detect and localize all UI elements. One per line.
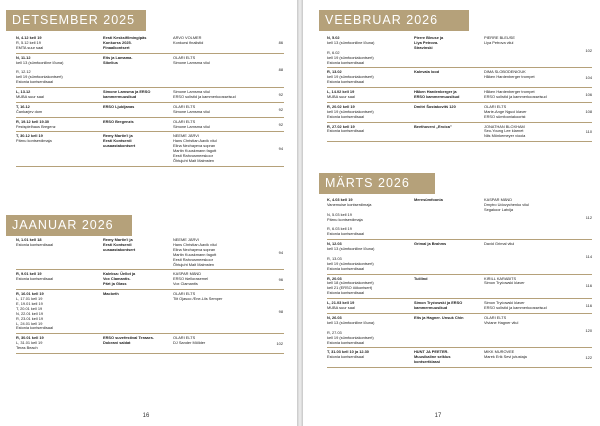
event-performers-line: OLARI ELTS [484, 314, 507, 320]
event-performers-line: Seo-Young Lee klarnet [484, 128, 524, 134]
event-list-jaanuar [16, 236, 284, 354]
event-performers [173, 272, 208, 287]
event-performers-line: Eesti Rahvusmeeskoor [173, 256, 214, 262]
event-date-line: kell 19 (sümfooniakontsert) [327, 260, 374, 266]
event-performers-line: Vox Clamantis [173, 281, 198, 287]
event-performers [173, 336, 205, 346]
event-title-line: Kaleksa: Üellot ja [103, 271, 136, 277]
event-title [414, 350, 451, 365]
page-number-left: 16 [142, 413, 150, 419]
event-title-line: Pierre Bleuse ja [414, 35, 444, 40]
event-title [414, 301, 462, 311]
event-list-detsember [16, 34, 284, 167]
event-date-line: R, 20.02 kell 19 [327, 103, 355, 109]
event-title-line: ERSO Bregenzis [103, 118, 134, 124]
event-title [414, 198, 443, 203]
event-date-line: R, 5.12 kell 19 [16, 39, 41, 45]
event-performers [484, 198, 529, 213]
month-header-detsember: DETSEMBER 2025 [6, 10, 146, 31]
event-row [327, 123, 592, 143]
event-page-ref: 92 [278, 91, 283, 97]
event-performers-line: Marie-Ange Nguci klaver [484, 108, 527, 114]
event-performers-line: Tiit Ojasoo /Ene-Liis Semper [173, 295, 223, 301]
event-performers-line: Dmytro Udovychenko viiul [484, 201, 529, 207]
event-date-line: kell 19 (sümfooniakontsert) [327, 74, 374, 80]
event-page-ref: 94 [278, 146, 283, 152]
event-date-line: Pärnu kontserdimaja [327, 216, 363, 222]
event-date-line: T, 16.12 [16, 103, 30, 109]
event-date-line: N, 26.03 [327, 314, 342, 320]
event-performers-line: DJ Sander Möllder [173, 340, 206, 346]
event-date-line: N, 12.03 [327, 241, 342, 247]
event-title [103, 90, 150, 100]
event-performers-line: Martin Kuuskmann fagott [173, 148, 217, 154]
page-left [0, 0, 297, 426]
event-list-marts [327, 196, 592, 368]
event-performers-line: Hans Christian Aavik viiul [173, 138, 217, 144]
event-date-line: L, 13.12 [16, 89, 31, 95]
event-title-line: Elts ja Hagner. Unsuk Chin [414, 314, 464, 320]
event-title-line: Konkurss 2025. [103, 39, 132, 45]
event-title [414, 242, 446, 247]
event-date-line: L, 14.02 kell 19 [327, 89, 355, 95]
event-row [327, 314, 592, 348]
event-date-line: N, 11.12 [16, 54, 31, 60]
event-title-line: ERSO Ljubljanas [103, 103, 135, 109]
event-title-line: Kalevala lood [414, 69, 440, 75]
event-date-line: Estonia kontserdisaal [327, 113, 364, 119]
month-header-jaanuar: JAANUAR 2026 [6, 215, 132, 236]
event-performers-line: Liya Petrova viiul [484, 39, 514, 45]
event-row [327, 196, 592, 240]
event-page-ref: 98 [278, 308, 283, 314]
event-row [327, 275, 592, 300]
event-date-line: kell 13 (sümfooniline lõuna) [327, 39, 375, 45]
event-date-line: L, 21.03 kell 19 [327, 300, 355, 306]
event-date-line: K, 4.03 kell 19 [327, 197, 353, 202]
event-performers [484, 350, 527, 360]
event-page-ref: 102 [276, 340, 283, 346]
event-performers [173, 36, 203, 46]
event-title-line: Liya Petrova. [414, 39, 439, 45]
event-row [16, 236, 284, 270]
event-performers-line: Hans Christian Aavik viiul [173, 241, 217, 247]
event-row [16, 118, 284, 133]
event-page-ref: 116 [585, 283, 592, 289]
event-title-line: Grimal ja Brahms [414, 241, 447, 247]
event-date-line: T, 30.12 kell 19 [16, 133, 43, 139]
event-row [327, 348, 592, 368]
event-title-line: HUNT JA PEETER. [414, 349, 449, 355]
event-performers [484, 90, 547, 100]
event-date [327, 105, 374, 120]
event-date [327, 242, 374, 271]
page-right [303, 0, 600, 426]
event-title [414, 105, 456, 110]
event-performers-line: OLARI ELTS [484, 103, 507, 109]
event-title-line: Finaalkontsert [103, 44, 130, 50]
event-performers-line: Elina Nechayeva sopran [173, 143, 216, 149]
event-performers-line: Õhtujuht Mait Malmsten [173, 261, 215, 267]
event-row [327, 88, 592, 103]
event-date-line: Estonia kontserdisaal [16, 79, 53, 85]
event-date-line: kell 13 (sümfooniline lõuna) [327, 246, 375, 252]
event-performers-line: Simone Lamsma viiul [173, 123, 210, 129]
event-date-line: L, 31.01 kell 19 [16, 340, 43, 346]
event-date [16, 134, 52, 144]
event-date-line: N, 5.02 [327, 35, 340, 40]
event-page-ref: 122 [585, 354, 592, 360]
event-date [327, 36, 374, 65]
event-date [327, 301, 355, 311]
event-date-line: L, 17.01 kell 19 [16, 295, 43, 301]
month-header-marts: MÄRTS 2026 [319, 173, 435, 194]
event-performers-line: JONATHAN BLOXHAM [484, 123, 525, 129]
event-date [327, 350, 369, 360]
event-title [103, 56, 132, 66]
event-row [16, 132, 284, 166]
event-date-line: kell 19 (sümfooniakontsert) [16, 74, 63, 80]
event-date-line: N, 5.03 kell 19 [327, 211, 352, 217]
event-page-ref: 94 [278, 249, 283, 255]
event-performers [484, 316, 518, 326]
event-date [16, 36, 43, 51]
event-performers-line: Viviane Hagner viiul [484, 319, 519, 325]
event-date [16, 336, 44, 351]
event-title-line: kammermuusikud [103, 93, 137, 99]
event-title-line: Eesti Kontserdi [103, 138, 132, 144]
event-performers-line: Håken Hardenberger trompet [484, 89, 535, 95]
event-performers-line: PIERRE BLEUSE [484, 35, 515, 40]
event-page-ref: 96 [278, 276, 283, 282]
event-title-line: Dokeani saldat [103, 340, 131, 346]
event-row [16, 103, 284, 118]
event-title [103, 120, 134, 125]
event-date-line: Estonia kontserdisaal [327, 339, 364, 345]
event-title-line: Eesti Kesksifilmingipäs [103, 35, 147, 40]
event-date-line: kell 13 (sümfooniline lõuna) [327, 319, 375, 325]
event-date [16, 272, 53, 282]
event-date-line: Estonia kontserdisaal [327, 59, 364, 65]
event-date-line: kell 19 (sümfooniakontsert) [327, 54, 374, 60]
event-performers-line: NEEME JÄRVI [173, 237, 199, 242]
event-performers [173, 134, 217, 163]
event-performers-line: ERSO tšellorasemel [173, 276, 209, 282]
event-date-line: kell 19 (sümfooniakontsert) [327, 108, 374, 114]
event-date-line: T, 31.03 kell 10 ja 12.30 [327, 349, 369, 355]
event-date-line: Estonia kontserdisaal [327, 128, 364, 134]
event-title-line: Tuiilind [414, 275, 428, 281]
event-performers-line: KASPAR MÄND [484, 197, 513, 202]
event-date-line: Teras Beach [16, 345, 38, 351]
event-performers-line: OLARI ELTS [173, 118, 196, 124]
event-performers-line: Simon Tryćowski klaver [484, 280, 525, 286]
event-date-line: Estonia kontserdisaal [327, 265, 364, 271]
event-title-line: kontsertklassi [414, 359, 441, 365]
event-title-line: Vox Clamantis. [103, 276, 131, 282]
event-performers [484, 36, 515, 46]
event-performers-line: ERSO solistid ja kammerkoosseisud [484, 305, 547, 311]
event-title-line: Eesti Kontserdi [103, 241, 132, 247]
event-performers-line: Simon Tryćowski klaver [484, 300, 525, 306]
event-performers-line: Segakoor Latvija [484, 206, 513, 212]
event-date-line: E, 19.01 kell 19 [16, 300, 43, 306]
event-performers-line: DIMA SLOBODENIOUK [484, 69, 526, 75]
event-date [327, 125, 364, 135]
event-date [16, 292, 53, 331]
event-date-line: Estonia kontserdisaal [327, 290, 364, 296]
event-title-line: Stravinski [414, 44, 433, 50]
event-performers-line: ERSO solistid ja kammerkoosseisud [484, 93, 547, 99]
event-title-line: Dmitri Šostakovitš 120 [414, 103, 456, 109]
event-title [103, 292, 119, 297]
event-performers-line: OLARI ELTS [173, 335, 196, 341]
event-performers [173, 56, 210, 66]
event-performers-line: KIRILL KARABITS [484, 275, 517, 281]
event-title-line: Simone Lamsma ja ERSO [103, 89, 151, 95]
event-date-line: R, 16.01 kell 19 [16, 291, 44, 297]
event-title-line: Muusikaline selklus [414, 354, 451, 360]
event-performers [484, 301, 547, 311]
event-date-line: Estonia kontserdisaal [327, 354, 364, 360]
event-title-line: Remy Martin'i ja [103, 237, 133, 242]
event-title-line: Håken Hardenberger ja [414, 89, 457, 95]
event-date-line: MUBA suur saal [16, 93, 44, 99]
event-row [16, 34, 284, 54]
event-date-line: R, 23.01 kell 19 [16, 315, 44, 321]
event-page-ref: 92 [278, 121, 283, 127]
event-title-line: ERSO kammermuusikud [414, 93, 460, 99]
event-performers-line: Marek Erik Sevi jutustaja [484, 354, 527, 360]
event-title-line: uusaastakontsert [103, 246, 136, 252]
event-title-line: Remy Martin'i ja [103, 133, 133, 139]
event-date [16, 90, 44, 100]
event-performers-line: OLARI ELTS [173, 291, 196, 297]
event-title [414, 90, 459, 100]
event-title [414, 70, 439, 75]
event-title-line: Meresümfoonia [414, 197, 443, 202]
event-date-line: Vanemuise kontserdimaja [327, 201, 372, 207]
event-date-line: Čankarjev dom [16, 108, 43, 114]
event-performers-line: Simone Lamsma viiul [173, 59, 210, 65]
page-number-right: 17 [434, 413, 442, 419]
event-performers-line: KASPAR MÄND [173, 271, 202, 277]
event-date-line: R, 19.12 kell 19.30 [16, 118, 50, 124]
event-date-line: R, 12.12 [16, 69, 31, 75]
event-title-line: Macbeth [103, 291, 119, 297]
event-performers-line: OLARI ELTS [173, 54, 196, 60]
event-performers-line: Eesti Rahvusmeeskoor [173, 153, 214, 159]
event-title-line: Sibelius [103, 59, 118, 65]
event-title [103, 105, 134, 110]
event-date-line: R, 6.02 [327, 49, 340, 55]
event-date-line: Pärnu kontserdimaja [16, 138, 52, 144]
event-title-line: kammermuusikud [414, 305, 448, 311]
event-date [16, 238, 53, 248]
event-date-line: MUBA suur saal [327, 305, 355, 311]
event-performers [484, 105, 527, 120]
event-row [327, 34, 592, 68]
event-title-line: Beethoveni „Eroica" [414, 123, 452, 129]
event-performers-line: OLARI ELTS [173, 103, 196, 109]
event-date [327, 277, 374, 297]
event-title [414, 316, 464, 321]
event-page-ref: 106 [585, 91, 592, 97]
event-row [327, 240, 592, 274]
event-performers-line: Elina Nechayeva sopran [173, 246, 216, 252]
event-title [414, 36, 443, 51]
event-list-veebruar [327, 34, 592, 142]
event-performers-line: Martin Kuuskmann fagott [173, 251, 217, 257]
event-performers-line: Konkursi finalistid [173, 39, 204, 45]
event-row [327, 299, 592, 314]
event-performers-line: David Grimal viiul [484, 241, 515, 247]
event-page-ref: 108 [585, 109, 592, 115]
event-performers-line: Håken Hardenberger trompet [484, 74, 535, 80]
event-page-ref: 116 [585, 303, 592, 309]
event-page-ref: 112 [585, 214, 592, 220]
event-title [103, 272, 135, 287]
event-performers-line: MIKK MUROVEE [484, 349, 515, 355]
event-row [16, 290, 284, 334]
event-date-line: R, 27.02 kell 19 [327, 123, 355, 129]
event-date [327, 70, 374, 85]
event-date-line: R, 13.03 [327, 255, 342, 261]
event-performers-line: NEEME JÄRVI [173, 133, 199, 139]
event-title-line: Pärt ja Glass [103, 281, 127, 287]
event-date [16, 105, 42, 115]
event-title-line: Simon Tryćowski ja ERSO [414, 300, 463, 306]
event-page-ref: 110 [585, 128, 592, 134]
event-date-line: T, 20.01 kell 19 [16, 305, 43, 311]
event-date-line: N, 22.01 kell 19 [16, 310, 44, 316]
event-row [16, 334, 284, 354]
event-date [327, 316, 374, 345]
event-date-line: Estonia kontserdisaal [16, 325, 53, 331]
event-performers [173, 105, 210, 115]
month-header-veebruar: VEEBRUAR 2026 [319, 10, 469, 31]
event-title [103, 134, 135, 149]
event-date-line: R, 13.02 [327, 69, 342, 75]
event-date-line: Estonia kontserdisaal [327, 231, 364, 237]
event-performers-line: Simone Lamsma viiul [173, 108, 210, 114]
event-date-line: EMTA suur saal [16, 44, 44, 50]
event-date-line: Festspielhaus Bregenz [16, 123, 56, 129]
event-title-line: uusaastakontsert [103, 143, 136, 149]
event-date-line: R, 30.01 kell 19 [16, 335, 44, 341]
event-row [16, 270, 284, 290]
event-date-line: R, 27.03 [327, 329, 342, 335]
event-date-line: N, 1.01 kell 18 [16, 237, 42, 242]
event-date-line: Estonia kontserdisaal [327, 79, 364, 85]
event-performers [484, 242, 514, 247]
event-date-line: L, 24.01 kell 19 [16, 320, 43, 326]
event-performers [173, 90, 236, 100]
event-performers-line: Õhtujuht Mait Malmsten [173, 158, 215, 163]
event-page-ref: 120 [585, 327, 592, 333]
event-performers-line: ARVO VOLMER [173, 35, 202, 40]
event-date-line: Estonia kontserdisaal [16, 241, 53, 247]
event-row [327, 103, 592, 123]
event-performers [484, 70, 535, 80]
event-page-ref: 92 [278, 106, 283, 112]
event-performers [484, 125, 525, 140]
event-date [16, 56, 63, 85]
event-performers-line: Simone Lamsma viiul [173, 89, 210, 95]
event-date-line: kell 18 (sümfooniakontsert) [327, 280, 374, 286]
event-row [16, 54, 284, 88]
event-date-line: R, 6.03 kell 19 [327, 226, 352, 232]
event-title [414, 277, 428, 282]
event-date [327, 90, 355, 100]
event-date [16, 120, 56, 130]
event-date-line: R, 9.01 kell 19 [16, 271, 42, 277]
event-date-line: kell 19 (sümfooniakontsert) [327, 334, 374, 340]
event-title-line: Eits ja Lamama. [103, 54, 133, 60]
event-date-line: MUBA suur saal [327, 93, 355, 99]
event-title-line: ERSO suvefestival Teraaes. [103, 335, 154, 341]
event-title [414, 125, 452, 130]
event-date [327, 198, 371, 237]
event-performers [173, 238, 217, 267]
event-page-ref: 86 [278, 40, 283, 46]
event-row [327, 68, 592, 88]
event-page-ref: 104 [585, 74, 592, 80]
event-performers [173, 120, 210, 130]
event-date-line: N, 4.12 kell 19 [16, 35, 42, 40]
event-title [103, 336, 154, 346]
event-performers [173, 292, 222, 302]
event-performers-line: ERSO sümfooniakoorist [484, 113, 526, 119]
event-title [103, 36, 146, 51]
event-performers [484, 277, 525, 287]
event-page-ref: 88 [278, 67, 283, 73]
event-performers-line: Nils Mönkemeyer vioola [484, 133, 526, 139]
event-page-ref: 114 [585, 253, 592, 259]
event-date-line: kell 21 (ERSO öökontsert) [327, 285, 373, 291]
event-date-line: kell 13 (sümfooniline lõuna) [16, 59, 64, 65]
event-date-line: Estonia kontserdisaal [16, 276, 53, 282]
event-row [16, 88, 284, 103]
event-page-ref: 102 [585, 47, 592, 53]
event-date-line: R, 20.03 [327, 275, 342, 281]
event-title [103, 238, 135, 253]
event-performers-line: ERSO solistid ja kammerkoosseisud [173, 93, 236, 99]
